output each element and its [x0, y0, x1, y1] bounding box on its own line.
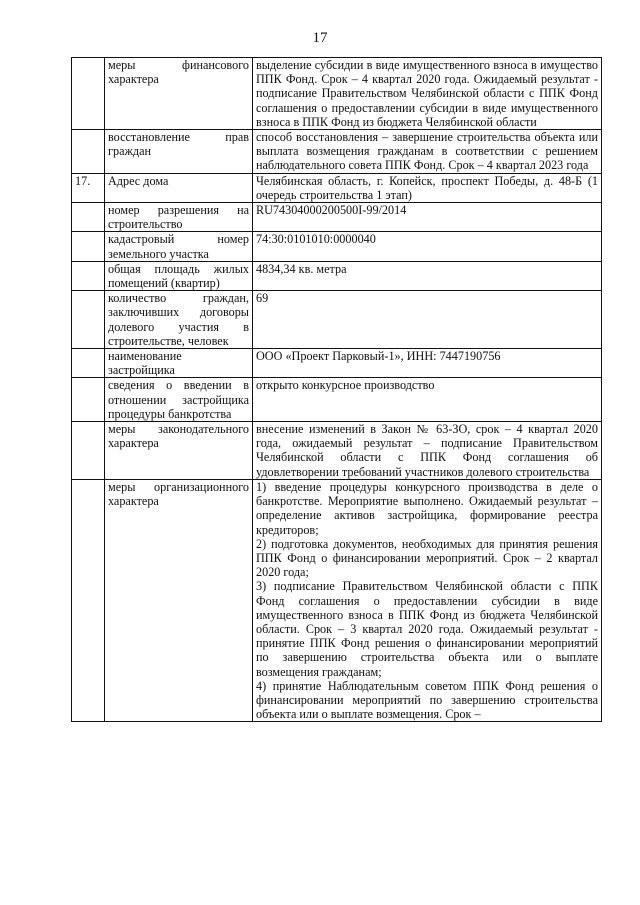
row-label: кадастровый номер земельного участка	[105, 232, 253, 261]
table-row	[72, 130, 602, 174]
row-number	[72, 349, 105, 378]
table-row	[72, 232, 602, 261]
table-row	[72, 261, 602, 290]
list-item: 2) подготовка документов, необходимых для принятия решения ППК Фонд о финансировании мероприятий. Срок – 2 квартал 2020 года;	[256, 536, 598, 580]
row-number	[72, 58, 105, 130]
row-number	[72, 422, 105, 480]
row-number	[72, 261, 105, 290]
row-value: внесение изменений в Закон № 63-ЗО, срок – 4 квартал 2020 года, ожидаемый результат – подписание Правительством Челябинской области с ППК Фонд соглашения об удовлетворении требований участников долевого строительства	[253, 422, 602, 480]
row-number	[72, 203, 105, 232]
row-value: способ восстановления – завершение строительства объекта или выплата возмещения гражданам в соответствии с решением наблюдательного совета ППК Фонд. Срок – 4 квартал 2023 года	[253, 130, 602, 174]
row-number	[72, 479, 105, 721]
page-number: 17	[312, 30, 328, 46]
table-row	[72, 173, 602, 202]
table-row	[72, 203, 602, 232]
table-row	[72, 291, 602, 349]
list-item: 3) подписание Правительством Челябинской области с ППК Фонд соглашения о предоставлении субсидии в виде имущественного взноса в ППК Фонд из бюджета Челябинской области. Срок – 3 квартал 2020 года. Ожидаемый результат - принятие ППК Фонд решения о финансировании мероприятий по завершению строительства объекта или о выплате возмещения гражданам;	[256, 579, 598, 679]
row-value: открыто конкурсное производство	[253, 378, 602, 422]
table-row	[72, 479, 602, 721]
row-label: номер разрешения на строительство	[105, 203, 253, 232]
table-row	[72, 349, 602, 378]
row-value: 74:30:0101010:0000040	[253, 232, 602, 261]
list-item: 1) введение процедуры конкурсного производства в деле о банкротстве. Мероприятие выполнено. Ожидаемый результат – определение активов застройщика, формирование реестра кредиторов;	[256, 479, 598, 537]
row-label: количество граждан, заключивших договоры долевого участия в строительстве, человек	[105, 291, 253, 349]
row-label: меры законодательного характера	[105, 422, 253, 480]
row-number: 17.	[72, 173, 105, 202]
row-label: наименование застройщика	[105, 349, 253, 378]
row-number	[72, 130, 105, 174]
row-number	[72, 291, 105, 349]
row-value: выделение субсидии в виде имущественного взноса в имущество ППК Фонд. Срок – 4 квартал 2020 года. Ожидаемый результат - подписание Правительством Челябинской области с ППК Фонд соглашения о предоставлении субсидии в виде имущественного взноса в ППК Фонд из бюджета Челябинской области	[253, 58, 602, 130]
info-table	[71, 57, 602, 722]
row-label: сведения о введении в отношении застройщика процедуры банкротства	[105, 378, 253, 422]
row-value: Челябинская область, г. Копейск, проспект Победы, д. 48-Б (1 очередь строительства 1 этап)	[253, 173, 602, 202]
table-row	[72, 422, 602, 480]
row-label: Адрес дома	[105, 173, 253, 202]
row-value: 69	[253, 291, 602, 349]
row-label: меры финансового характера	[105, 58, 253, 130]
row-value: ООО «Проект Парковый-1», ИНН: 7447190756	[253, 349, 602, 378]
row-label: общая площадь жилых помещений (квартир)	[105, 261, 253, 290]
row-label: восстановление прав граждан	[105, 130, 253, 174]
row-number	[72, 232, 105, 261]
row-number	[72, 378, 105, 422]
row-value: 4834,34 кв. метра	[253, 261, 602, 290]
row-label: меры организационного характера	[105, 479, 253, 721]
table-row	[72, 58, 602, 130]
row-value-list	[253, 479, 602, 721]
table-row	[72, 378, 602, 422]
list-item: 4) принятие Наблюдательным советом ППК Фонд решения о финансировании мероприятий по завершению строительства объекта или о выплате возмещения. Срок –	[256, 678, 598, 722]
row-value: RU74304000200500I-99/2014	[253, 203, 602, 232]
